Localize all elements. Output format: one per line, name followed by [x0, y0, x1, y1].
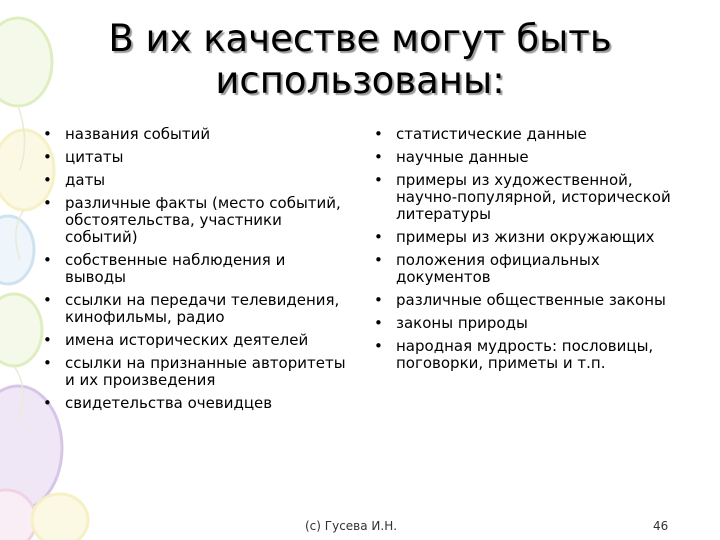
- list-item-text: собственные наблюдения и выводы: [65, 251, 286, 286]
- list-item-text: положения официальных документов: [396, 251, 600, 286]
- list-item: [43, 195, 348, 246]
- bullet-icon: •: [43, 171, 52, 189]
- bullet-icon: •: [374, 171, 383, 189]
- bullet-icon: •: [43, 251, 52, 269]
- list-item-text: цитаты: [65, 148, 124, 166]
- list-item: [374, 172, 674, 223]
- bullet-icon: •: [43, 194, 52, 212]
- right-bullet-list: [374, 126, 674, 378]
- list-item: [374, 149, 674, 166]
- left-bullet-list: [43, 126, 348, 418]
- list-item: [374, 315, 674, 332]
- bullet-icon: •: [43, 354, 52, 372]
- list-item: [374, 229, 674, 246]
- bullet-icon: •: [43, 148, 52, 166]
- list-item-text: различные факты (место событий, обстоятельства, участники событий): [65, 194, 341, 246]
- bullet-icon: •: [374, 125, 383, 143]
- list-item-text: названия событий: [65, 125, 211, 143]
- bullet-icon: •: [43, 291, 52, 309]
- list-item: [374, 126, 674, 143]
- list-item: [43, 252, 348, 286]
- list-item-text: свидетельства очевидцев: [65, 394, 273, 412]
- bullet-icon: •: [43, 394, 52, 412]
- page-number: 46: [653, 519, 669, 533]
- list-item: [43, 355, 348, 389]
- list-item-text: примеры из художественной, научно-популярной, исторической литературы: [396, 171, 671, 223]
- list-item: [374, 338, 674, 372]
- list-item: [43, 172, 348, 189]
- list-item: [43, 395, 348, 412]
- list-item-text: примеры из жизни окружающих: [396, 228, 655, 246]
- list-item: [43, 292, 348, 326]
- bullet-icon: •: [43, 331, 52, 349]
- list-item-text: научные данные: [396, 148, 529, 166]
- list-item: [374, 292, 674, 309]
- list-item-text: имена исторических деятелей: [65, 331, 309, 349]
- bullet-icon: •: [374, 314, 383, 332]
- list-item-text: статистические данные: [396, 125, 587, 143]
- list-item: [43, 332, 348, 349]
- list-item-text: ссылки на передачи телевидения, кинофильмы, радио: [65, 291, 340, 326]
- bullet-icon: •: [374, 251, 383, 269]
- list-item-text: различные общественные законы: [396, 291, 666, 309]
- bullet-icon: •: [374, 291, 383, 309]
- slide-title: В их качестве могут быть использованы:: [108, 17, 612, 102]
- list-item-text: законы природы: [396, 314, 528, 332]
- bullet-icon: •: [374, 337, 383, 355]
- list-item: [374, 252, 674, 286]
- bullet-icon: •: [374, 148, 383, 166]
- list-item: [43, 126, 348, 143]
- list-item: [43, 149, 348, 166]
- bullet-icon: •: [374, 228, 383, 246]
- bullet-icon: •: [43, 125, 52, 143]
- balloon-icon: [0, 294, 42, 366]
- list-item-text: народная мудрость: пословицы, поговорки, приметы и т.п.: [396, 337, 654, 372]
- balloon-icon: [32, 494, 88, 540]
- list-item-text: ссылки на признанные авторитеты и их произведения: [65, 354, 346, 389]
- footer-author: (с) Гусева И.Н.: [305, 519, 398, 533]
- list-item-text: даты: [65, 171, 106, 189]
